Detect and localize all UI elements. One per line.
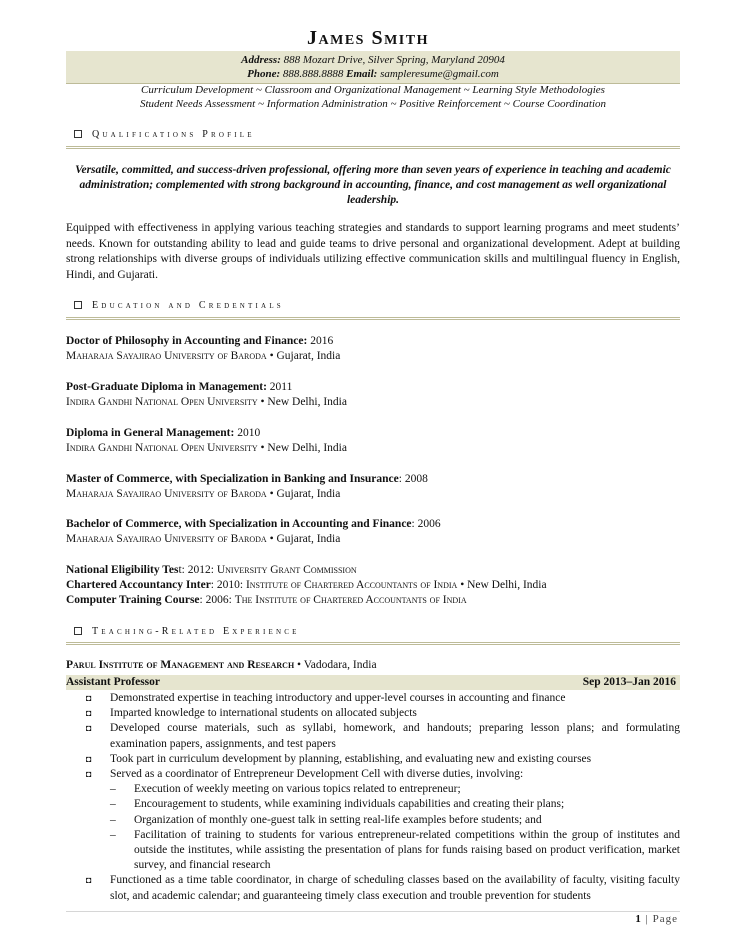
section-rule xyxy=(66,317,680,320)
education-entry: Bachelor of Commerce, with Specialization in Accounting and Finance: 2006 Maharaja Sayajirao University of Baroda • Gujarat, India xyxy=(66,518,441,545)
sub-list xyxy=(110,782,680,873)
page-label: Page xyxy=(652,913,678,925)
sub-list-item: – Facilitation of training to students for various entrepreneur-related competitions within the group of institutes and outside the institutes, while assisting the presentation of plans for funds raising based on product verification, market survey, and financial research xyxy=(110,828,680,872)
bullet-icon: ◘ xyxy=(86,708,92,719)
address-label: Address: xyxy=(241,54,281,66)
keywords xyxy=(66,83,680,111)
list-item: ◘ Imparted knowledge to international students on allocated subjects xyxy=(86,706,680,721)
education-entry: Doctor of Philosophy in Accounting and Finance: 2016 Maharaja Sayajirao University of Baroda • Gujarat, India xyxy=(66,335,341,362)
bullet-icon: ◘ xyxy=(86,769,92,780)
profile-summary: Versatile, committed, and success-driven professional, offering more than seven years of experience in teaching and academic administration; complemented with strong background in accounting, finance, and cost management as well organizational leadership. xyxy=(75,164,671,206)
square-bullet-icon xyxy=(74,301,82,309)
list-item: ◘ Demonstrated expertise in teaching introductory and upper-level courses in accounting and finance xyxy=(86,691,680,706)
phone: 888.888.8888 xyxy=(282,68,344,80)
credential-item: Computer Training Course: 2006: The Institute of Chartered Accountants of India xyxy=(66,594,467,606)
square-bullet-icon xyxy=(74,130,82,138)
employer: Parul Institute of Management and Research • Vadodara, India xyxy=(66,659,377,671)
sub-list-item: – Encouragement to students, while examining individuals capabilities and creating their plans; xyxy=(110,797,680,812)
section-rule xyxy=(66,642,680,645)
job-dates: Sep 2013–Jan 2016 xyxy=(582,676,676,688)
dash-icon: – xyxy=(110,783,116,796)
credential-item: National Eligibility Test: 2012: University Grant Commission xyxy=(66,564,357,576)
email-label: Email: xyxy=(346,68,378,80)
list-item: ◘ Functioned as a time table coordinator, in charge of scheduling classes based on the availability of faculty, visiting faculty slot, and academic calendar; and guaranteeing timely class execution and trouble prevention for students xyxy=(86,874,680,902)
dash-icon: – xyxy=(110,828,116,841)
bullet-icon: ◘ xyxy=(86,875,92,886)
credentials-list xyxy=(66,563,680,608)
bullet-icon: ◘ xyxy=(86,753,92,764)
sub-list-item: – Execution of weekly meeting on various topics related to entrepreneur; xyxy=(110,782,680,797)
keywords-line-1: Curriculum Development ~ Classroom and Organizational Management ~ Learning Style Methodologies xyxy=(141,84,605,96)
address: 888 Mozart Drive, Silver Spring, Maryland 20904 xyxy=(283,54,505,66)
bullet-icon: ◘ xyxy=(86,693,92,703)
square-bullet-icon xyxy=(74,627,82,635)
footer-rule xyxy=(66,911,680,912)
section-heading-experience: Teaching-Related Experience xyxy=(74,624,300,640)
list-item: ◘ Took part in curriculum development by planning, establishing, and evaluating new and existing courses xyxy=(86,752,680,767)
profile-body: Equipped with effectiveness in applying various teaching strategies and standards to support learning programs and meet students’ needs. Known for outstanding ability to lead and guide teams to drive personal and organizational development. Adept at building strong relationships with diverse groups of individuals utilizing effective communication skills and multilingual fluency in English, Hindi, and Gujarati. xyxy=(66,222,680,281)
education-entry: Diploma in General Management: 2010 Indira Gandhi National Open University • New Delhi, India xyxy=(66,427,347,454)
role-band xyxy=(66,675,680,690)
sub-list-item: – Organization of monthly one-guest talk in setting real-life examples before students; and xyxy=(110,813,680,828)
email: sampleresume@gmail.com xyxy=(380,68,499,80)
duties-list xyxy=(86,691,680,904)
credential-item: Chartered Accountancy Inter: 2010: Institute of Chartered Accountants of India • New Delhi, India xyxy=(66,579,547,591)
page-number: 1 xyxy=(635,913,642,925)
page-footer: 1 | Page xyxy=(635,913,678,925)
section-rule xyxy=(66,146,680,149)
section-heading-education: Education and Credentials xyxy=(74,298,284,314)
dash-icon: – xyxy=(110,813,116,826)
list-item: ◘ Developed course materials, such as syllabi, homework, and handouts; preparing lesson plans; and formulating examination papers, assignments, and test papers xyxy=(86,722,680,750)
phone-label: Phone: xyxy=(247,68,281,80)
job-title: Assistant Professor xyxy=(66,676,161,688)
bullet-icon: ◘ xyxy=(86,723,92,734)
list-item: ◘ Served as a coordinator of Entrepreneur Development Cell with diverse duties, involving: – Execution of weekly meeting on various topics related to entrepreneur; – Encouragement to students, while examining individuals capabilities and creating their plans; – Organization of monthly one-guest talk in setting real-life examples before students; and – Facilitation of training to students for various entrepreneur-related competitions within the group of institutes and outside the institutes, while assisting the presentation of plans for funds raising based on product verification, market survey, and financial research xyxy=(86,767,680,873)
keywords-line-2: Student Needs Assessment ~ Information Administration ~ Positive Reinforcement ~ Course Coordination xyxy=(139,98,607,110)
education-entry: Master of Commerce, with Specialization in Banking and Insurance: 2008 Maharaja Sayajirao University of Baroda • Gujarat, India xyxy=(66,473,428,500)
education-entry: Post-Graduate Diploma in Management: 2011 Indira Gandhi National Open University • New Delhi, India xyxy=(66,381,347,408)
contact-band xyxy=(66,51,680,83)
section-heading-qualifications: Qualifications Profile xyxy=(74,127,255,143)
dash-icon: – xyxy=(110,798,116,811)
candidate-name: James Smith xyxy=(307,27,429,49)
